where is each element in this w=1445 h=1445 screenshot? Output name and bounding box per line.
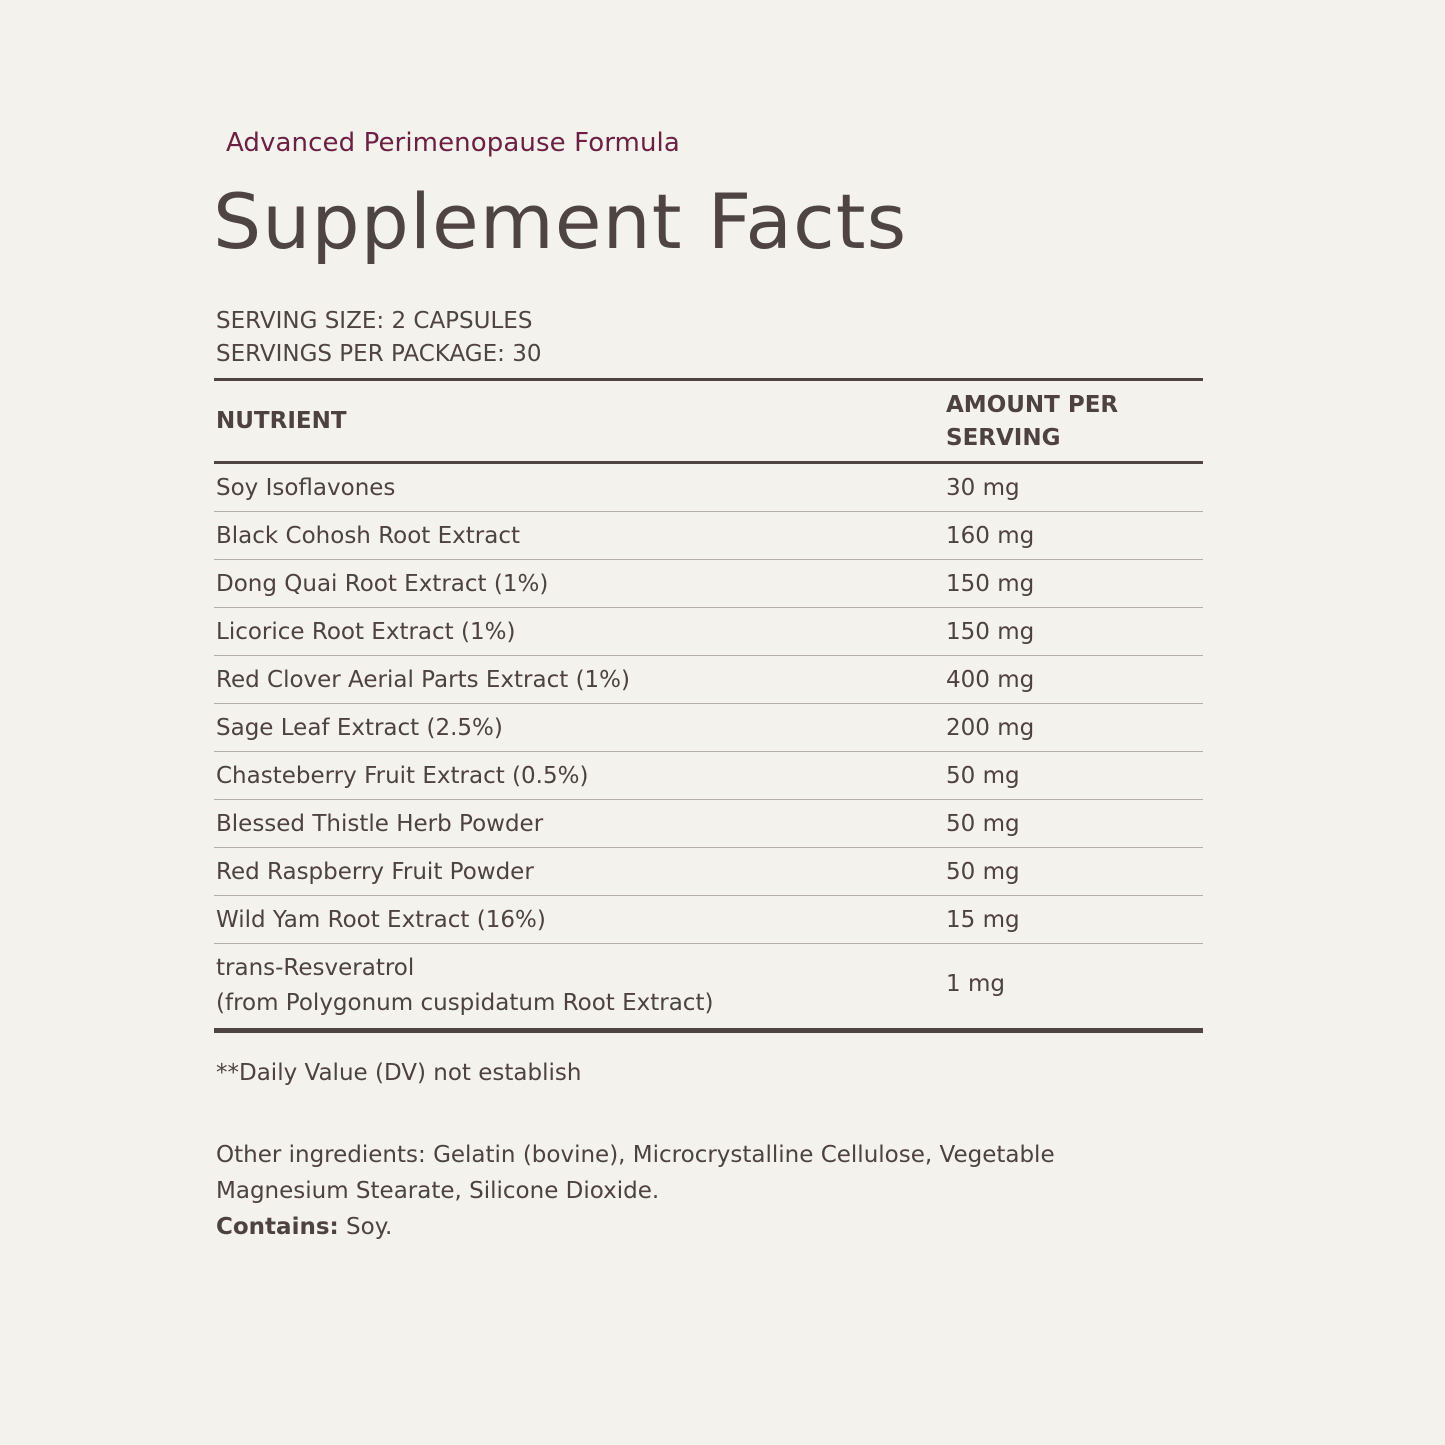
nutrient-name: Chasteberry Fruit Extract (0.5%)	[216, 763, 589, 789]
column-header-amount	[946, 389, 1186, 455]
column-header-nutrient: NUTRIENT	[216, 408, 347, 434]
table-row	[214, 464, 1203, 512]
nutrient-amount: 160 mg	[946, 523, 1035, 549]
serving-size: SERVING SIZE: 2 CAPSULES	[216, 308, 533, 334]
nutrient-amount: 150 mg	[946, 571, 1035, 597]
nutrient-name: Red Clover Aerial Parts Extract (1%)	[216, 667, 630, 693]
other-ingredients-line2: Magnesium Stearate, Silicone Dioxide.	[216, 1178, 660, 1204]
table-row	[214, 656, 1203, 704]
nutrient-amount: 1 mg	[946, 971, 1005, 997]
serving-info	[216, 305, 541, 371]
table-row	[214, 704, 1203, 752]
table-row	[214, 512, 1203, 560]
table-row	[214, 896, 1203, 944]
nutrient-amount: 400 mg	[946, 667, 1035, 693]
nutrient-amount: 30 mg	[946, 475, 1020, 501]
nutrient-name	[216, 951, 713, 1021]
contains-value: Soy.	[338, 1214, 393, 1240]
column-header-amount-line1: AMOUNT PER	[946, 392, 1119, 418]
table-row	[214, 752, 1203, 800]
nutrient-name: Blessed Thistle Herb Powder	[216, 811, 544, 837]
nutrient-amount: 50 mg	[946, 763, 1020, 789]
nutrient-name-line2: (from Polygonum cuspidatum Root Extract)	[216, 990, 714, 1016]
nutrient-name: Black Cohosh Root Extract	[216, 523, 520, 549]
nutrient-name: Soy Isoflavones	[216, 475, 396, 501]
nutrient-name-line1: trans-Resveratrol	[216, 955, 415, 981]
table-header	[214, 381, 1203, 461]
table-row	[214, 800, 1203, 848]
product-subtitle: Advanced Perimenopause Formula	[226, 128, 680, 158]
nutrient-name: Licorice Root Extract (1%)	[216, 619, 516, 645]
other-ingredients	[216, 1137, 1176, 1245]
nutrient-name: Sage Leaf Extract (2.5%)	[216, 715, 503, 741]
table-row	[214, 608, 1203, 656]
table-row	[214, 560, 1203, 608]
nutrient-amount: 50 mg	[946, 859, 1020, 885]
nutrient-name: Red Raspberry Fruit Powder	[216, 859, 534, 885]
allergen-statement	[216, 1209, 1176, 1245]
other-ingredients-line1: Other ingredients: Gelatin (bovine), Microcrystalline Cellulose, Vegetable	[216, 1142, 1055, 1168]
table-row	[214, 848, 1203, 896]
contains-label: Contains:	[216, 1214, 339, 1240]
nutrient-amount: 50 mg	[946, 811, 1020, 837]
daily-value-note: **Daily Value (DV) not establish	[216, 1060, 582, 1086]
nutrient-name: Dong Quai Root Extract (1%)	[216, 571, 549, 597]
column-header-amount-line2: SERVING	[946, 425, 1061, 451]
page-title: Supplement Facts	[213, 177, 908, 266]
supplement-facts-table	[214, 378, 1203, 1033]
table-bottom-rule	[214, 1028, 1203, 1033]
nutrient-amount: 15 mg	[946, 907, 1020, 933]
table-row	[214, 944, 1203, 1028]
nutrient-amount: 150 mg	[946, 619, 1035, 645]
nutrient-amount: 200 mg	[946, 715, 1035, 741]
nutrient-name: Wild Yam Root Extract (16%)	[216, 907, 546, 933]
servings-per-package: SERVINGS PER PACKAGE: 30	[216, 341, 542, 367]
